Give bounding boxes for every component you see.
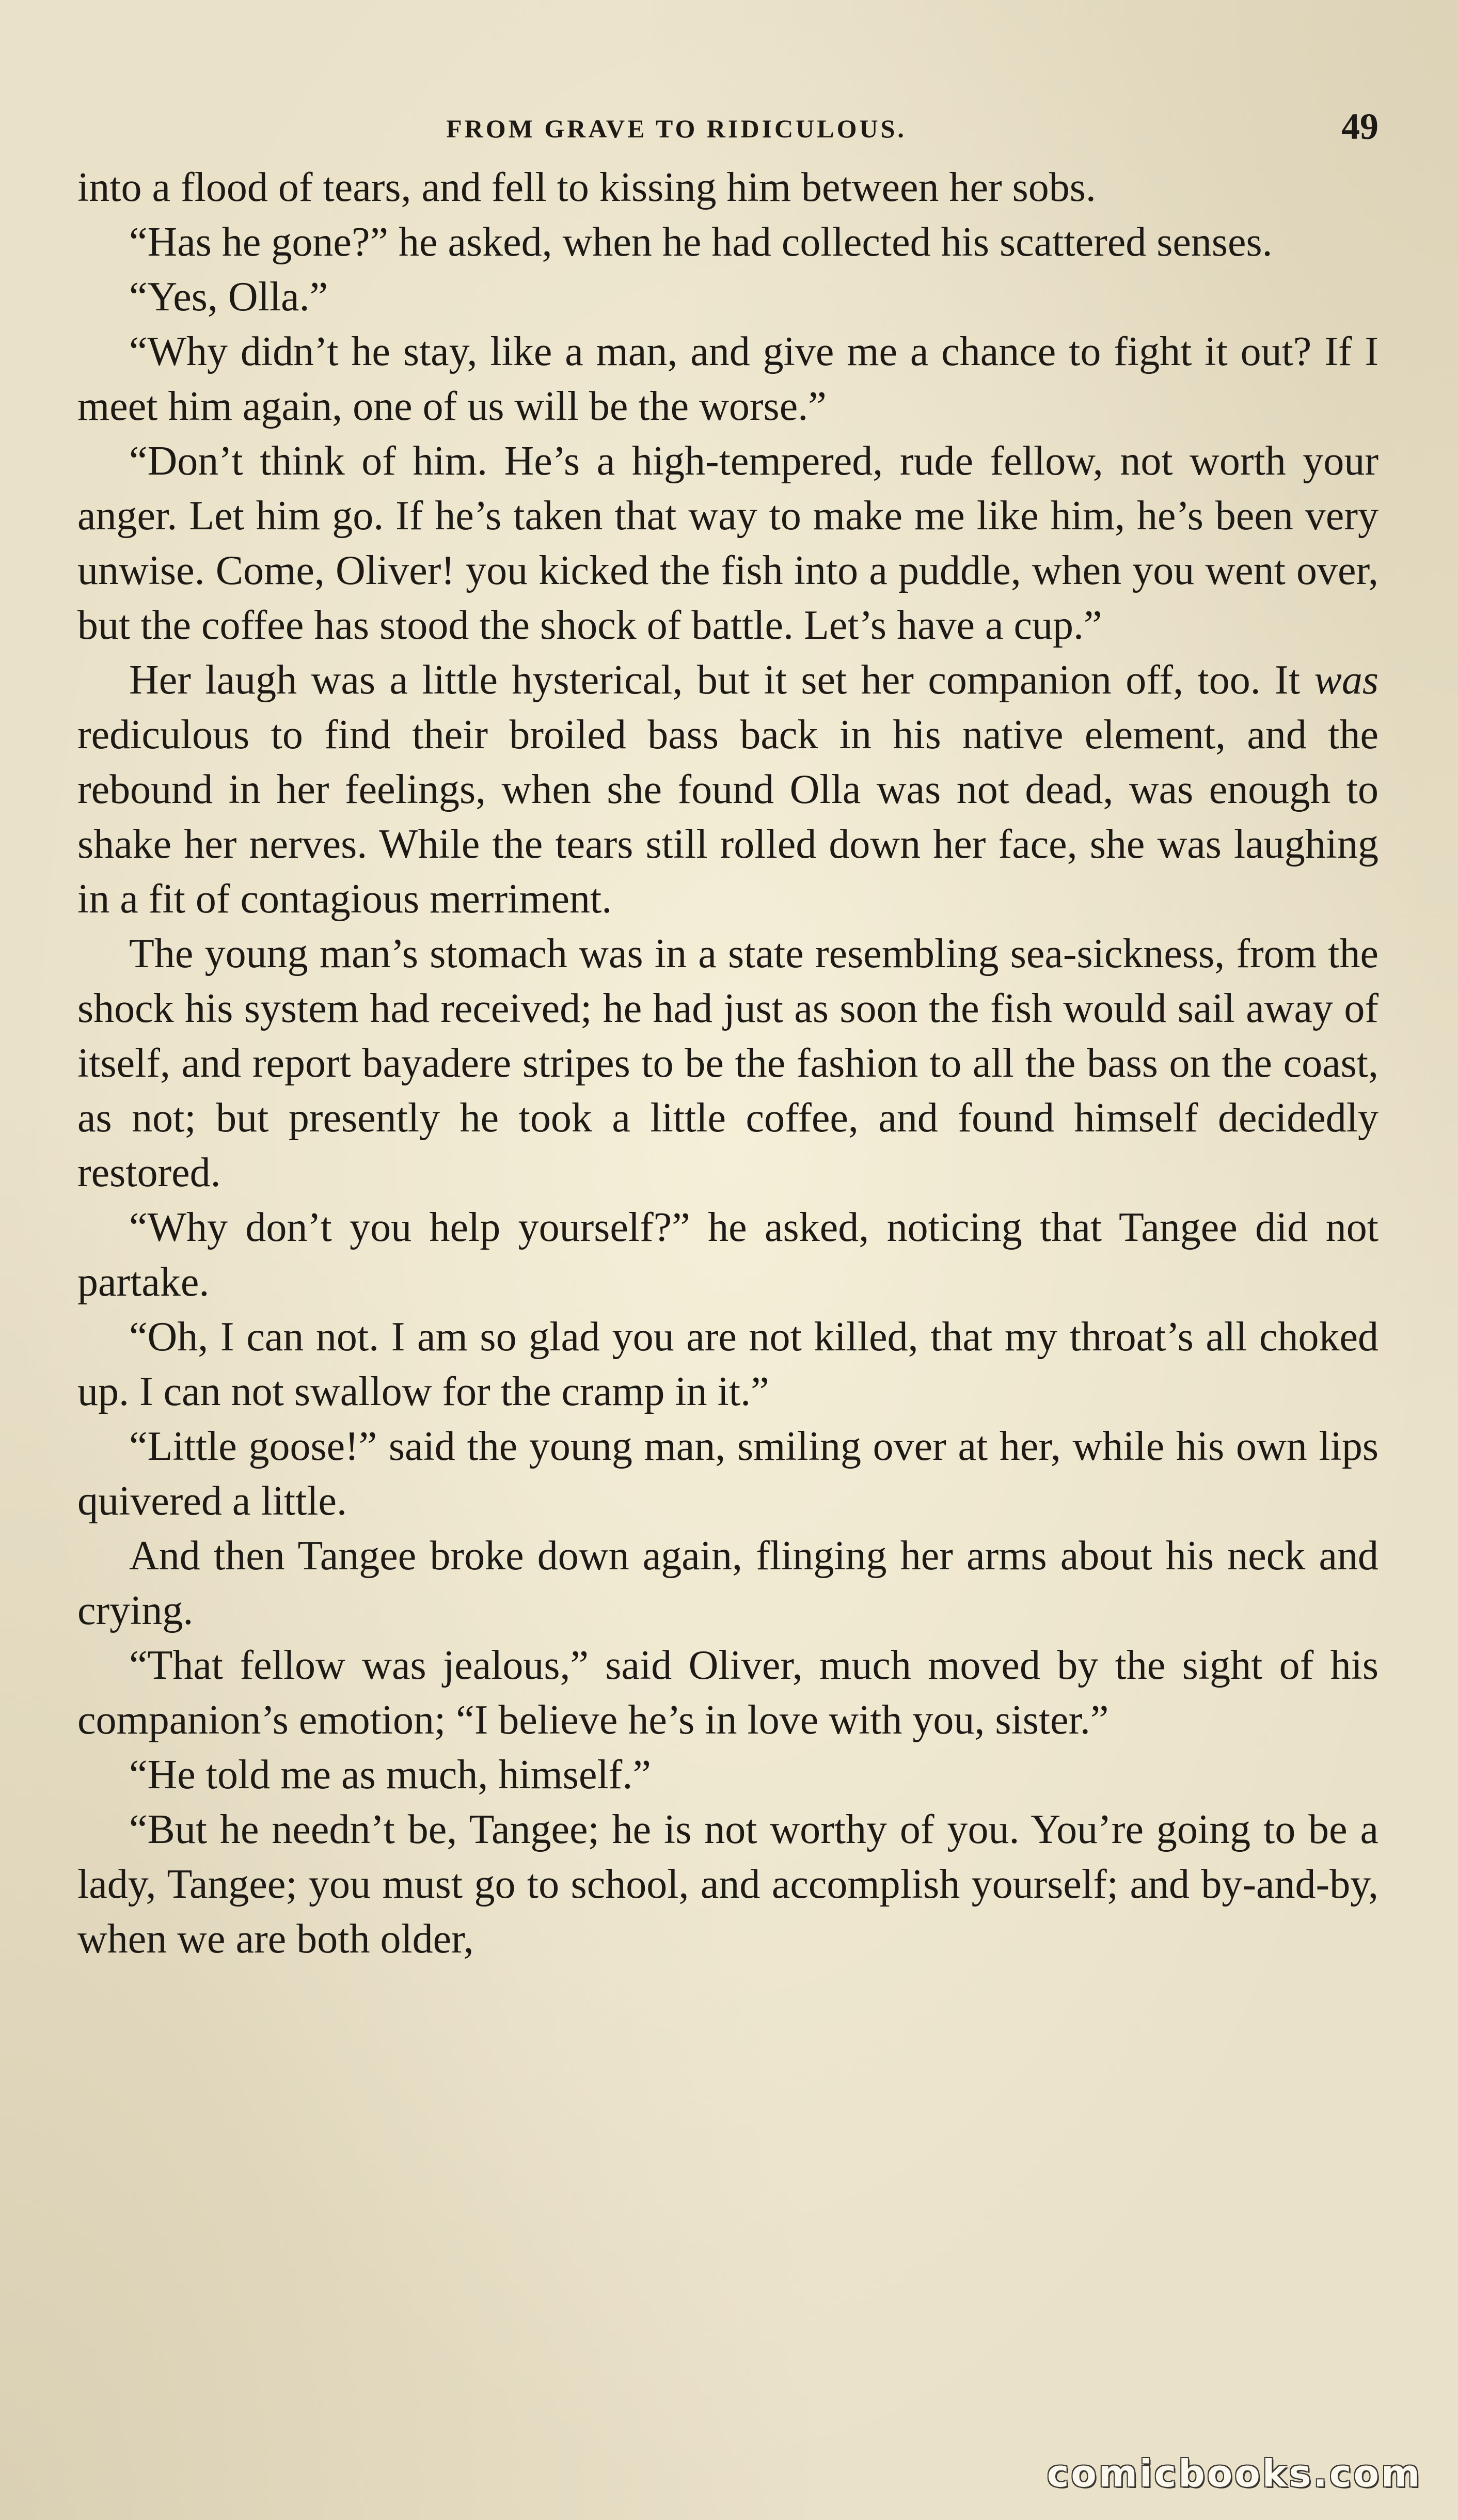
paragraph: [77, 270, 1378, 324]
paragraph: [77, 434, 1378, 653]
paragraph: [77, 926, 1378, 1200]
paragraph: [77, 1200, 1378, 1310]
text-run: “Yes, Olla.”: [129, 274, 328, 320]
text-run: “That fellow was jealous,” said Oliver, much moved by the sight of his companion’s emotion; “I believe he’s in love with you, sister.”: [77, 1643, 1378, 1743]
paragraph: [77, 1310, 1378, 1419]
text-run: “Little goose!” said the young man, smiling over at her, while his own lips quivered a little.: [77, 1424, 1378, 1524]
text-run: Her laugh was a little hysterical, but it set her companion off, too. It: [129, 657, 1314, 703]
text-run: “Has he gone?” he asked, when he had collected his scattered senses.: [129, 219, 1273, 265]
paragraph: [77, 215, 1378, 270]
running-title: FROM GRAVE TO RIDICULOUS.: [446, 114, 907, 143]
text-run: “He told me as much, himself.”: [129, 1752, 651, 1798]
text-run: “Oh, I can not. I am so glad you are not killed, that my throat’s all choked up. I can not swallow for the cramp in it.”: [77, 1314, 1378, 1414]
text-run: into a flood of tears, and fell to kissing him between her sobs.: [77, 165, 1096, 210]
italic-word: was: [1314, 657, 1378, 703]
text-run: rediculous to find their broiled bass back in his native element, and the rebound in her feelings, when she found Olla was not dead, was enough to shake her nerves. While the tears still rolled down her face, she was laughing in a fit of contagious merriment.: [77, 712, 1378, 922]
paragraph: [77, 324, 1378, 434]
body-text: [77, 160, 1378, 1966]
running-header: [77, 103, 1378, 160]
text-run: “Don’t think of him. He’s a high-tempered, rude fellow, not worth your anger. Let him go. If he’s taken that way to make me like him, he’s been very unwise. Come, Oliver! you kicked the fish into a puddle, when you went over, but the coffee has stood the shock of battle. Let’s have a cup.”: [77, 438, 1378, 648]
paragraph: [77, 1419, 1378, 1529]
text-run: “But he needn’t be, Tangee; he is not worthy of you. You’re going to be a lady, Tangee; you must go to school, and accomplish yourself; and by-and-by, when we are both older,: [77, 1807, 1378, 1962]
paragraph: [77, 1802, 1378, 1966]
paragraph: [77, 1529, 1378, 1638]
paragraph: [77, 160, 1378, 215]
paragraph: [77, 1747, 1378, 1802]
book-page: [77, 103, 1378, 2427]
text-run: “Why didn’t he stay, like a man, and give me a chance to fight it out? If I meet him again, one of us will be the worse.”: [77, 329, 1378, 429]
text-run: “Why don’t you help yourself?” he asked, noticing that Tangee did not partake.: [77, 1205, 1378, 1305]
text-run: The young man’s stomach was in a state resembling sea-sickness, from the shock his system had received; he had just as soon the fish would sail away of itself, and report bayadere stripes to be the fashion to all the bass on the coast, as not; but presently he took a little coffee, and found himself decidedly restored.: [77, 931, 1378, 1195]
paragraph: [77, 1638, 1378, 1747]
page-number: 49: [1341, 106, 1378, 147]
paragraph: [77, 653, 1378, 926]
watermark: comicbooks.com: [1047, 2452, 1422, 2495]
text-run: And then Tangee broke down again, flinging her arms about his neck and crying.: [77, 1533, 1378, 1633]
